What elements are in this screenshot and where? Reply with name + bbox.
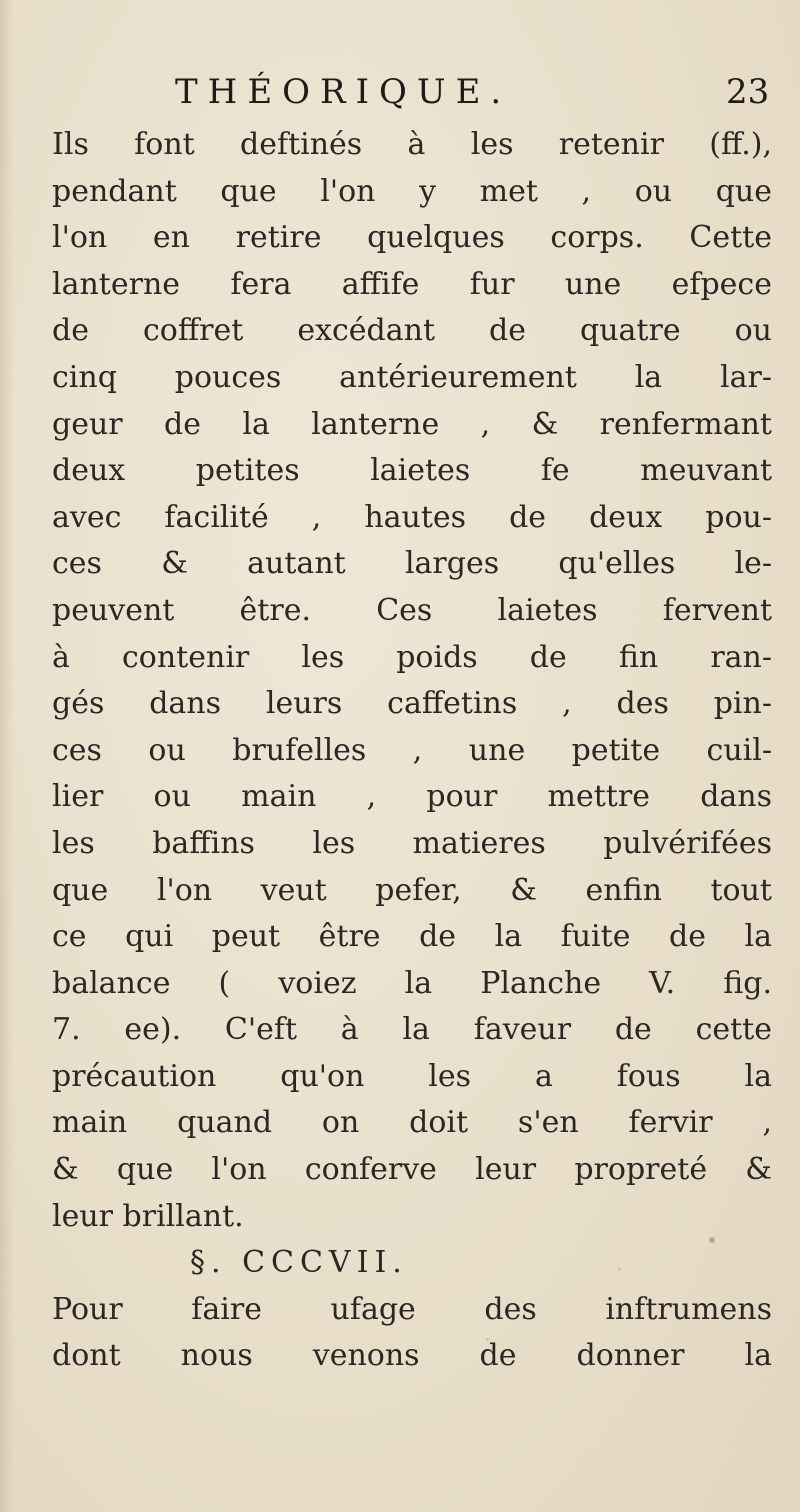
text-line: que l'on veut pefer, & enfin tout [52, 872, 772, 908]
text-line: précaution qu'on les a fous la [52, 1058, 772, 1094]
text-line: pendant que l'on y met , ou que [52, 173, 772, 209]
text-line: gés dans leurs caffetins , des pin- [52, 686, 772, 722]
text-line: dont nous venons de donner la [52, 1338, 772, 1374]
text-line: l'on en retire quelques corps. Cette [52, 220, 772, 256]
section-heading: §. CCCVII. [190, 1245, 408, 1281]
page-number: 23 [726, 72, 770, 112]
text-line: cinq pouces antérieurement la lar- [52, 359, 772, 395]
text-line: à contenir les poids de fin ran- [52, 639, 772, 675]
ink-speck [709, 1237, 715, 1243]
text-line: leur brillant. [52, 1198, 244, 1234]
text-line: ce qui peut être de la fuite de la [52, 919, 772, 955]
ink-speck [486, 1338, 489, 1341]
text-line: peuvent être. Ces laietes fervent [52, 592, 772, 628]
ink-speck [618, 1268, 621, 1271]
text-line: main quand on doit s'en fervir , [52, 1105, 772, 1141]
text-line: balance ( voiez la Planche V. fig. [52, 965, 772, 1001]
text-line: de coffret excédant de quatre ou [52, 313, 772, 349]
text-line: ces & autant larges qu'elles le- [52, 546, 772, 582]
text-line: Pour faire ufage des inftrumens [52, 1291, 772, 1327]
text-line: lier ou main , pour mettre dans [52, 779, 772, 815]
page-gutter-shadow [0, 0, 14, 1512]
text-line: 7. ee). C'eft à la faveur de cette [52, 1012, 772, 1048]
text-line: deux petites laietes fe meuvant [52, 453, 772, 489]
page-header [0, 70, 800, 120]
text-line: ces ou brufelles , une petite cuil- [52, 732, 772, 768]
running-title: THÉORIQUE. [175, 72, 512, 112]
text-line: geur de la lanterne , & renfermant [52, 406, 772, 442]
text-line: avec facilité , hautes de deux pou- [52, 499, 772, 535]
text-line: Ils font deftinés à les retenir (ff.), [52, 127, 772, 162]
text-line: lanterne fera affife fur une efpece [52, 266, 772, 302]
body-text [52, 122, 772, 1380]
text-line: & que l'on conferve leur propreté & [52, 1152, 772, 1188]
text-line: les baffins les matieres pulvérifées [52, 825, 772, 861]
